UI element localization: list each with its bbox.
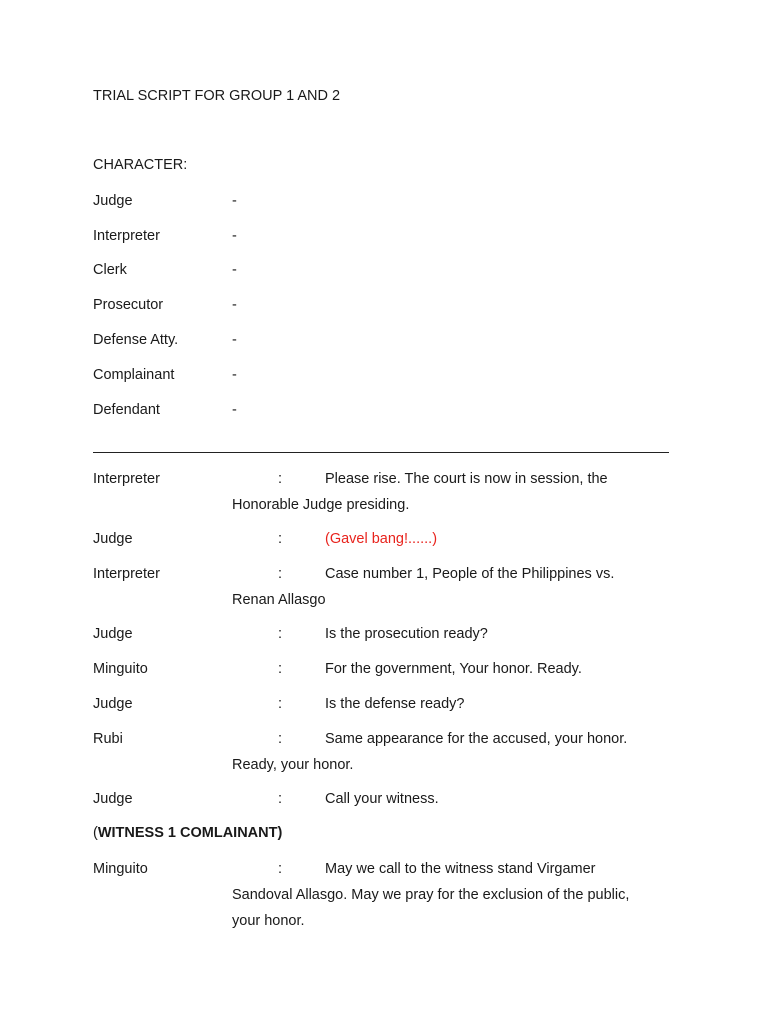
dialogue-text: Please rise. The court is now in session, the: [325, 471, 608, 487]
stage-direction-text: (Gavel bang!......): [325, 531, 438, 547]
document-title: TRIAL SCRIPT FOR GROUP 1 AND 2: [93, 88, 341, 104]
dialogue-text: For the government, Your honor. Ready.: [325, 661, 582, 677]
section-open-paren: (: [93, 825, 98, 841]
speaker-name: Interpreter: [93, 471, 160, 487]
dialogue-text: May we call to the witness stand Virgamer: [325, 861, 596, 877]
speaker-name: Judge: [93, 696, 133, 712]
section-divider: [93, 452, 669, 453]
speaker-colon: :: [278, 531, 283, 547]
dialogue-continuation: Ready, your honor.: [232, 757, 354, 773]
character-role: Complainant: [93, 367, 175, 383]
character-role: Defendant: [93, 402, 160, 418]
character-row: [93, 331, 393, 349]
section-label: WITNESS 1 COMLAINANT): [97, 825, 283, 841]
speaker-colon: :: [278, 471, 283, 487]
speaker-name: Judge: [93, 531, 133, 547]
dialogue-text: Call your witness.: [325, 791, 439, 807]
character-role: Interpreter: [93, 228, 160, 244]
dialogue-text: Case number 1, People of the Philippines vs.: [325, 566, 615, 582]
character-dash: -: [232, 297, 237, 313]
character-role: Clerk: [93, 262, 127, 278]
character-role: Prosecutor: [93, 297, 164, 313]
character-dash: -: [232, 262, 237, 278]
dialogue-continuation: your honor.: [232, 913, 305, 929]
character-dash: -: [232, 228, 237, 244]
speaker-colon: :: [278, 696, 283, 712]
speaker-name: Judge: [93, 791, 133, 807]
speaker-name: Minguito: [93, 861, 148, 877]
character-row: [93, 366, 393, 384]
character-row: [93, 401, 393, 419]
character-dash: -: [232, 332, 237, 348]
character-dash: -: [232, 193, 237, 209]
character-role: Defense Atty.: [93, 332, 179, 348]
character-heading: CHARACTER:: [93, 157, 188, 173]
speaker-name: Judge: [93, 626, 133, 642]
speaker-name: Interpreter: [93, 566, 160, 582]
speaker-colon: :: [278, 731, 283, 747]
speaker-colon: :: [278, 626, 283, 642]
dialogue-text: Is the defense ready?: [325, 696, 465, 712]
speaker-colon: :: [278, 791, 283, 807]
speaker-name: Rubi: [93, 731, 123, 747]
character-row: [93, 261, 393, 279]
character-row: [93, 227, 393, 245]
section-heading: [93, 824, 282, 842]
speaker-colon: :: [278, 861, 283, 877]
dialogue-text: Is the prosecution ready?: [325, 626, 488, 642]
dialogue-continuation: Honorable Judge presiding.: [232, 497, 410, 513]
character-role: Judge: [93, 193, 133, 209]
dialogue-continuation: Sandoval Allasgo. May we pray for the exclusion of the public,: [232, 887, 630, 903]
speaker-colon: :: [278, 661, 283, 677]
character-dash: -: [232, 367, 237, 383]
character-dash: -: [232, 402, 237, 418]
character-row: [93, 296, 393, 314]
dialogue-continuation: Renan Allasgo: [232, 592, 326, 608]
speaker-name: Minguito: [93, 661, 148, 677]
character-row: [93, 192, 393, 210]
dialogue-text: Same appearance for the accused, your honor.: [325, 731, 628, 747]
speaker-colon: :: [278, 566, 283, 582]
